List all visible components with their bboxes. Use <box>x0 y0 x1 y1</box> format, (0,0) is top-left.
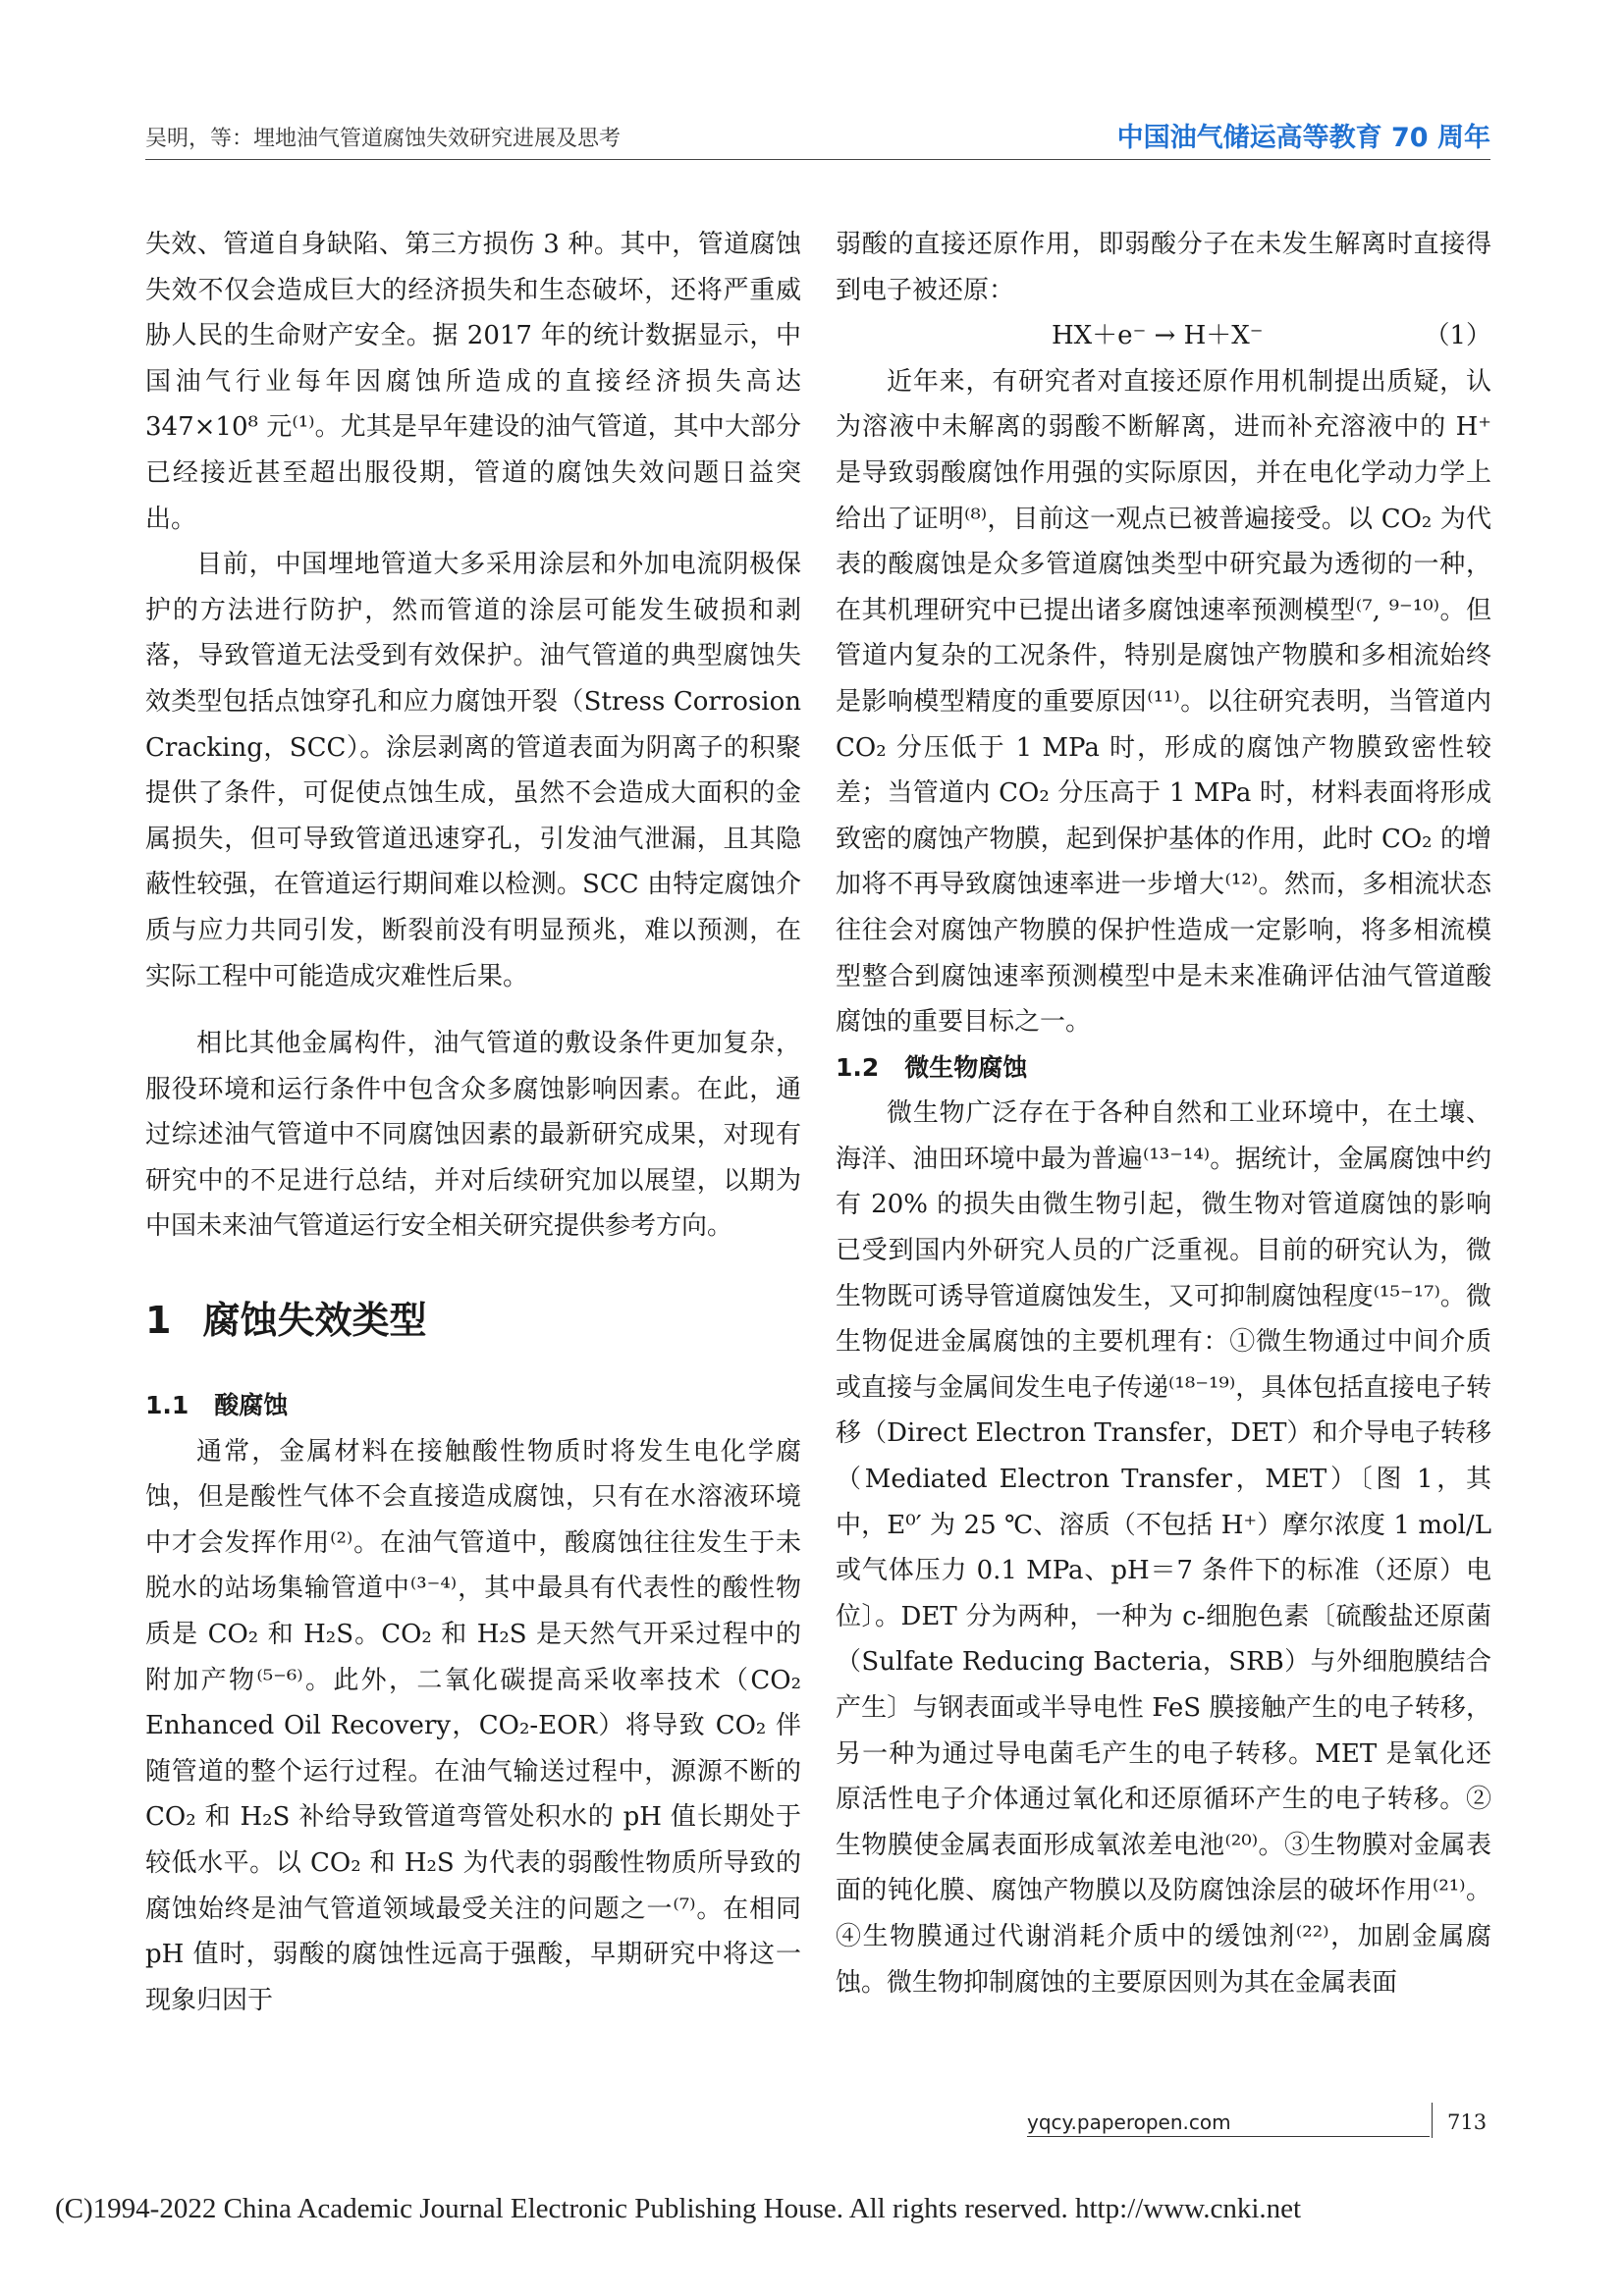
equation <box>836 313 1491 359</box>
subsection-title: 酸腐蚀 <box>214 1391 289 1420</box>
equation-number: （1） <box>1424 321 1491 351</box>
footer-divider-vertical <box>1432 2103 1433 2138</box>
section-number: 1 <box>145 1299 172 1343</box>
continued-paragraph: 弱酸的直接还原作用，即弱酸分子在未发生解离时直接得到电子被还原： <box>836 230 1491 305</box>
subsection-heading <box>145 1383 801 1429</box>
body-paragraph: 目前，中国埋地管道大多采用涂层和外加电流阴极保护的方法进行防护，然而管道的涂层可能发生破损和剥落，导致管道无法受到有效保护。油气管道的典型腐蚀失效类型包括点蚀穿孔和应力腐蚀开裂（Stress Corrosion Cracking，SCC）。涂层剥离的管道表面为阴离子的积聚提供了条件，可促使点蚀生成，虽然不会造成大面积的金属损失，但可导致管道迅速穿孔，引发油气泄漏，且其隐蔽性较强，在管道运行期间难以检测。SCC 由特定腐蚀介质与应力共同引发，断裂前没有明显预兆，难以预测，在实际工程中可能造成灾难性后果。 <box>145 550 801 991</box>
running-header <box>145 116 1490 157</box>
subsection-title: 微生物腐蚀 <box>904 1052 1028 1082</box>
running-title: 吴明，等：埋地油气管道腐蚀失效研究进展及思考 <box>145 127 622 151</box>
page-number: 713 <box>1447 2110 1488 2134</box>
body-paragraph: 相比其他金属构件，油气管道的敷设条件更加复杂，服役环境和运行条件中包含众多腐蚀影响因素。在此，通过综述油气管道中不同腐蚀因素的最新研究成果，对现有研究中的不足进行总结，并对后续研究加以展望，以期为中国未来油气管道运行安全相关研究提供参考方向。 <box>145 1029 801 1242</box>
body-paragraph: 通常，金属材料在接触酸性物质时将发生电化学腐蚀，但是酸性气体不会直接造成腐蚀，只有在水溶液环境中才会发挥作用⁽²⁾。在油气管道中，酸腐蚀往往发生于未脱水的站场集输管道中⁽³⁻⁴⁾，其中最具有代表性的酸性物质是 CO₂ 和 H₂S。CO₂ 和 H₂S 是天然气开采过程中的附加产物⁽⁵⁻⁶⁾。此外，二氧化碳提高采收率技术（CO₂ Enhanced Oil Recovery，CO₂-EOR）将导致 CO₂ 伴随管道的整个运行过程。在油气输送过程中，源源不断的 CO₂ 和 H₂S 补给导致管道弯管处积水的 pH 值长期处于较低水平。以 CO₂ 和 H₂S 为代表的弱酸性物质所导致的腐蚀始终是油气管道领域最受关注的问题之一⁽⁷⁾。在相同 pH 值时，弱酸的腐蚀性远高于强酸，早期研究中将这一现象归因于 <box>145 1436 801 2015</box>
right-column <box>836 222 1491 2005</box>
continued-paragraph: 失效、管道自身缺陷、第三方损伤 3 种。其中，管道腐蚀失效不仅会造成巨大的经济损失和生态破坏，还将严重威胁人民的生命财产安全。据 2017 年的统计数据显示，中国油气行业每年因腐蚀所造成的直接经济损失高达 347×10⁸ 元⁽¹⁾。尤其是早年建设的油气管道，其中大部分已经接近甚至超出服役期，管道的腐蚀失效问题日益突出。 <box>145 230 801 534</box>
copyright-line: (C)1994-2022 China Academic Journal Electronic Publishing House. All rights reserved. http://www.cnki.net <box>55 2193 1302 2224</box>
section-heading <box>145 1297 801 1344</box>
subsection-number: 1.1 <box>145 1391 189 1420</box>
left-column <box>145 222 801 2023</box>
body-paragraph: 微生物广泛存在于各种自然和工业环境中，在土壤、海洋、油田环境中最为普遍⁽¹³⁻¹⁴⁾。据统计，金属腐蚀中约有 20% 的损失由微生物引起，微生物对管道腐蚀的影响已受到国内外研究人员的广泛重视。目前的研究认为，微生物既可诱导管道腐蚀发生，又可抑制腐蚀程度⁽¹⁵⁻¹⁷⁾。微生物促进金属腐蚀的主要机理有：①微生物通过中间介质或直接与金属间发生电子传递⁽¹⁸⁻¹⁹⁾，具体包括直接电子转移（Direct Electron Transfer，DET）和介导电子转移（Mediated Electron Transfer，MET）〔图 1，其中，E⁰′ 为 25 ℃、溶质（不包括 H⁺）摩尔浓度 1 mol/L 或气体压力 0.1 MPa、pH＝7 条件下的标准（还原）电位〕。DET 分为两种，一种为 c-细胞色素〔硫酸盐还原菌（Sulfate Reducing Bacteria，SRB）与外细胞膜结合产生〕与钢表面或半导电性 FeS 膜接触产生的电子转移，另一种为通过导电菌毛产生的电子转移。MET 是氧化还原活性电子介体通过氧化和还原循环产生的电子转移。②生物膜使金属表面形成氧浓差电池⁽²⁰⁾。③生物膜对金属表面的钝化膜、腐蚀产物膜以及防腐蚀涂层的破坏作用⁽²¹⁾。④生物膜通过代谢消耗介质中的缓蚀剂⁽²²⁾，加剧金属腐蚀。微生物抑制腐蚀的主要原因则为其在金属表面 <box>836 1098 1491 1998</box>
subsection-number: 1.2 <box>836 1052 880 1082</box>
equation-body: HX＋e⁻ → H＋X⁻ <box>1052 321 1264 351</box>
journal-url: yqcy.paperopen.com <box>1027 2110 1231 2134</box>
journal-banner: 中国油气储运高等教育 70 周年 <box>1116 123 1490 153</box>
subsection-heading <box>836 1045 1491 1092</box>
paragraph-gap <box>145 999 801 1021</box>
section-title: 腐蚀失效类型 <box>202 1299 427 1343</box>
header-divider <box>145 159 1490 160</box>
body-paragraph: 近年来，有研究者对直接还原作用机制提出质疑，认为溶液中未解离的弱酸不断解离，进而补充溶液中的 H⁺ 是导致弱酸腐蚀作用强的实际原因，并在电化学动力学上给出了证明⁽⁸⁾，目前这一观点已被普遍接受。以 CO₂ 为代表的酸腐蚀是众多管道腐蚀类型中研究最为透彻的一种，在其机理研究中已提出诸多腐蚀速率预测模型⁽⁷, ⁹⁻¹⁰⁾。但管道内复杂的工况条件，特别是腐蚀产物膜和多相流始终是影响模型精度的重要原因⁽¹¹⁾。以往研究表明，当管道内 CO₂ 分压低于 1 MPa 时，形成的腐蚀产物膜致密性较差；当管道内 CO₂ 分压高于 1 MPa 时，材料表面将形成致密的腐蚀产物膜，起到保护基体的作用，此时 CO₂ 的增加将不再导致腐蚀速率进一步增大⁽¹²⁾。然而，多相流状态往往会对腐蚀产物膜的保护性造成一定影响，将多相流模型整合到腐蚀速率预测模型中是未来准确评估油气管道酸腐蚀的重要目标之一。 <box>836 366 1491 1038</box>
footer-divider <box>1027 2136 1430 2137</box>
